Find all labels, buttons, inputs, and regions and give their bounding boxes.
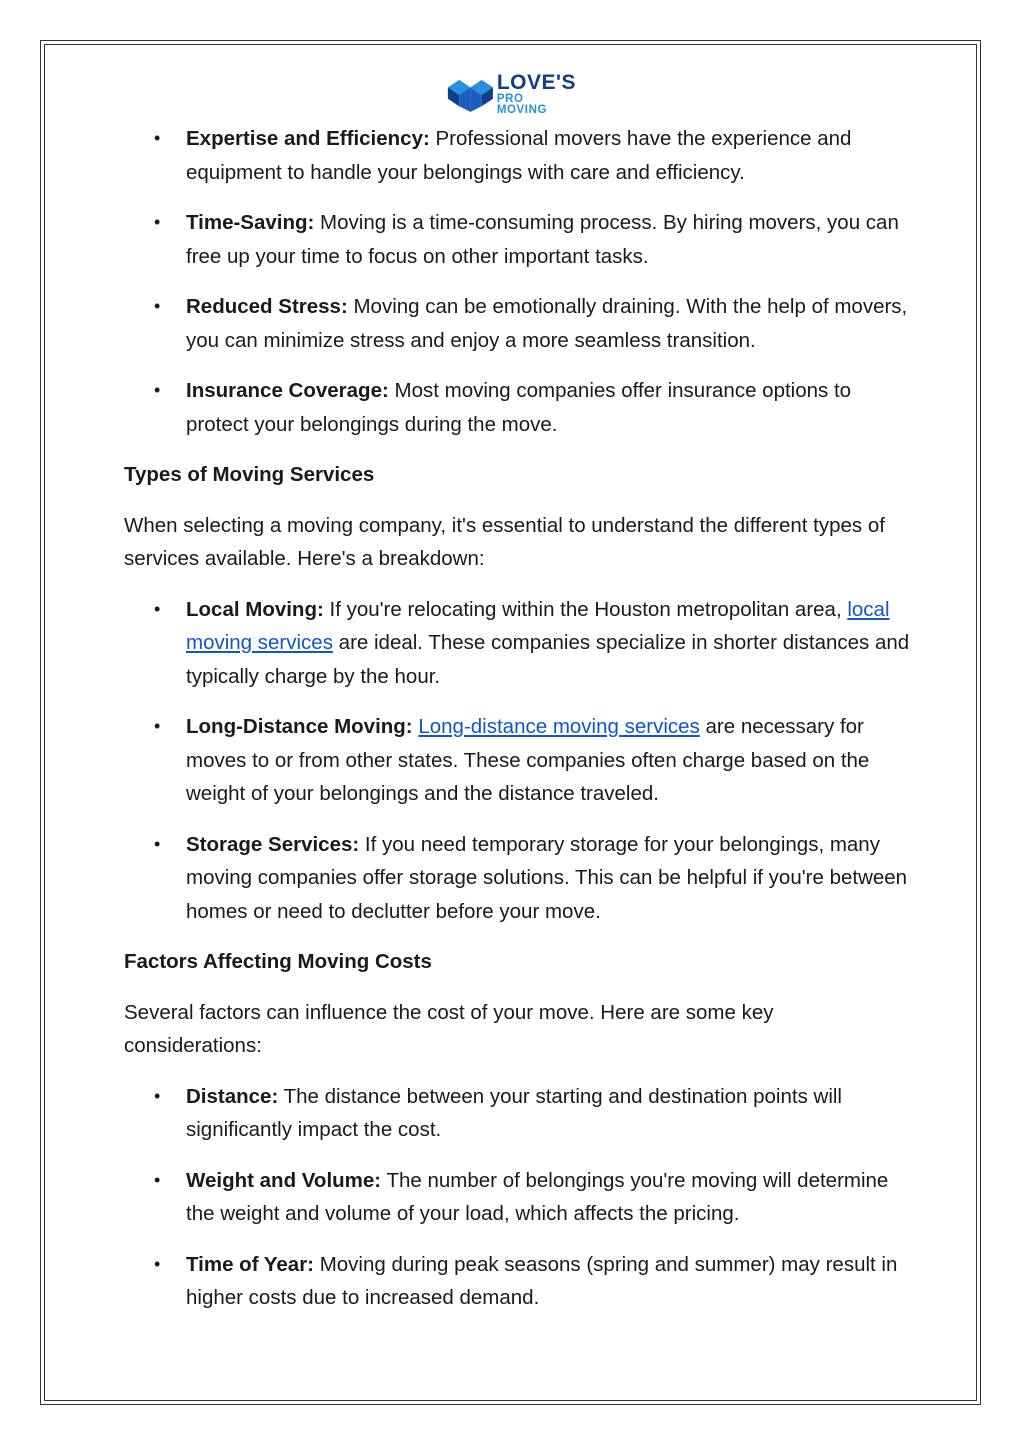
list-item: • Storage Services: If you need temporary storage for your belongings, many moving companies offer storage solutions. This can be helpful if you're between homes or need to declutter before your move. bbox=[124, 828, 914, 929]
list-item: • Time-Saving: Moving is a time-consuming process. By hiring movers, you can free up your time to focus on other important tasks. bbox=[124, 206, 914, 273]
section-heading-factors: Factors Affecting Moving Costs bbox=[124, 950, 432, 973]
long-distance-moving-link[interactable]: Long-distance moving services bbox=[418, 715, 700, 738]
factors-intro: Several factors can influence the cost of your move. Here are some key considerations: bbox=[124, 1000, 774, 1057]
benefits-list bbox=[124, 122, 914, 441]
box-logo-icon bbox=[446, 73, 495, 115]
list-item: • Distance: The distance between your starting and destination points will significantly impact the cost. bbox=[124, 1080, 914, 1147]
types-intro: When selecting a moving company, it's essential to understand the different types of services available. Here's a breakdown: bbox=[124, 513, 885, 570]
section-heading-types: Types of Moving Services bbox=[124, 463, 375, 486]
company-logo bbox=[446, 70, 576, 116]
factors-list bbox=[124, 1080, 914, 1315]
document-body bbox=[124, 122, 914, 1332]
types-list bbox=[124, 593, 914, 929]
logo-wordmark: LOVE'S bbox=[496, 70, 576, 94]
list-item: • Time of Year: Moving during peak seasons (spring and summer) may result in higher costs due to increased demand. bbox=[124, 1248, 914, 1315]
list-item: • Insurance Coverage: Most moving companies offer insurance options to protect your belongings during the move. bbox=[124, 374, 914, 441]
list-item: • Local Moving: If you're relocating within the Houston metropolitan area, local moving services are ideal. These companies specialize in shorter distances and typically charge by the hour. bbox=[124, 593, 914, 694]
list-item: • Long-Distance Moving: Long-distance moving services are necessary for moves to or from other states. These companies often charge based on the weight of your belongings and the distance traveled. bbox=[124, 710, 914, 811]
list-item: • Weight and Volume: The number of belongings you're moving will determine the weight and volume of your load, which affects the pricing. bbox=[124, 1164, 914, 1231]
logo-tagline: PRO MOVING bbox=[496, 92, 548, 116]
local-moving-link[interactable]: local moving services bbox=[186, 597, 890, 654]
list-item: • Expertise and Efficiency: Professional movers have the experience and equipment to handle your belongings with care and efficiency. bbox=[124, 122, 914, 189]
list-item: • Reduced Stress: Moving can be emotionally draining. With the help of movers, you can minimize stress and enjoy a more seamless transition. bbox=[124, 290, 914, 357]
